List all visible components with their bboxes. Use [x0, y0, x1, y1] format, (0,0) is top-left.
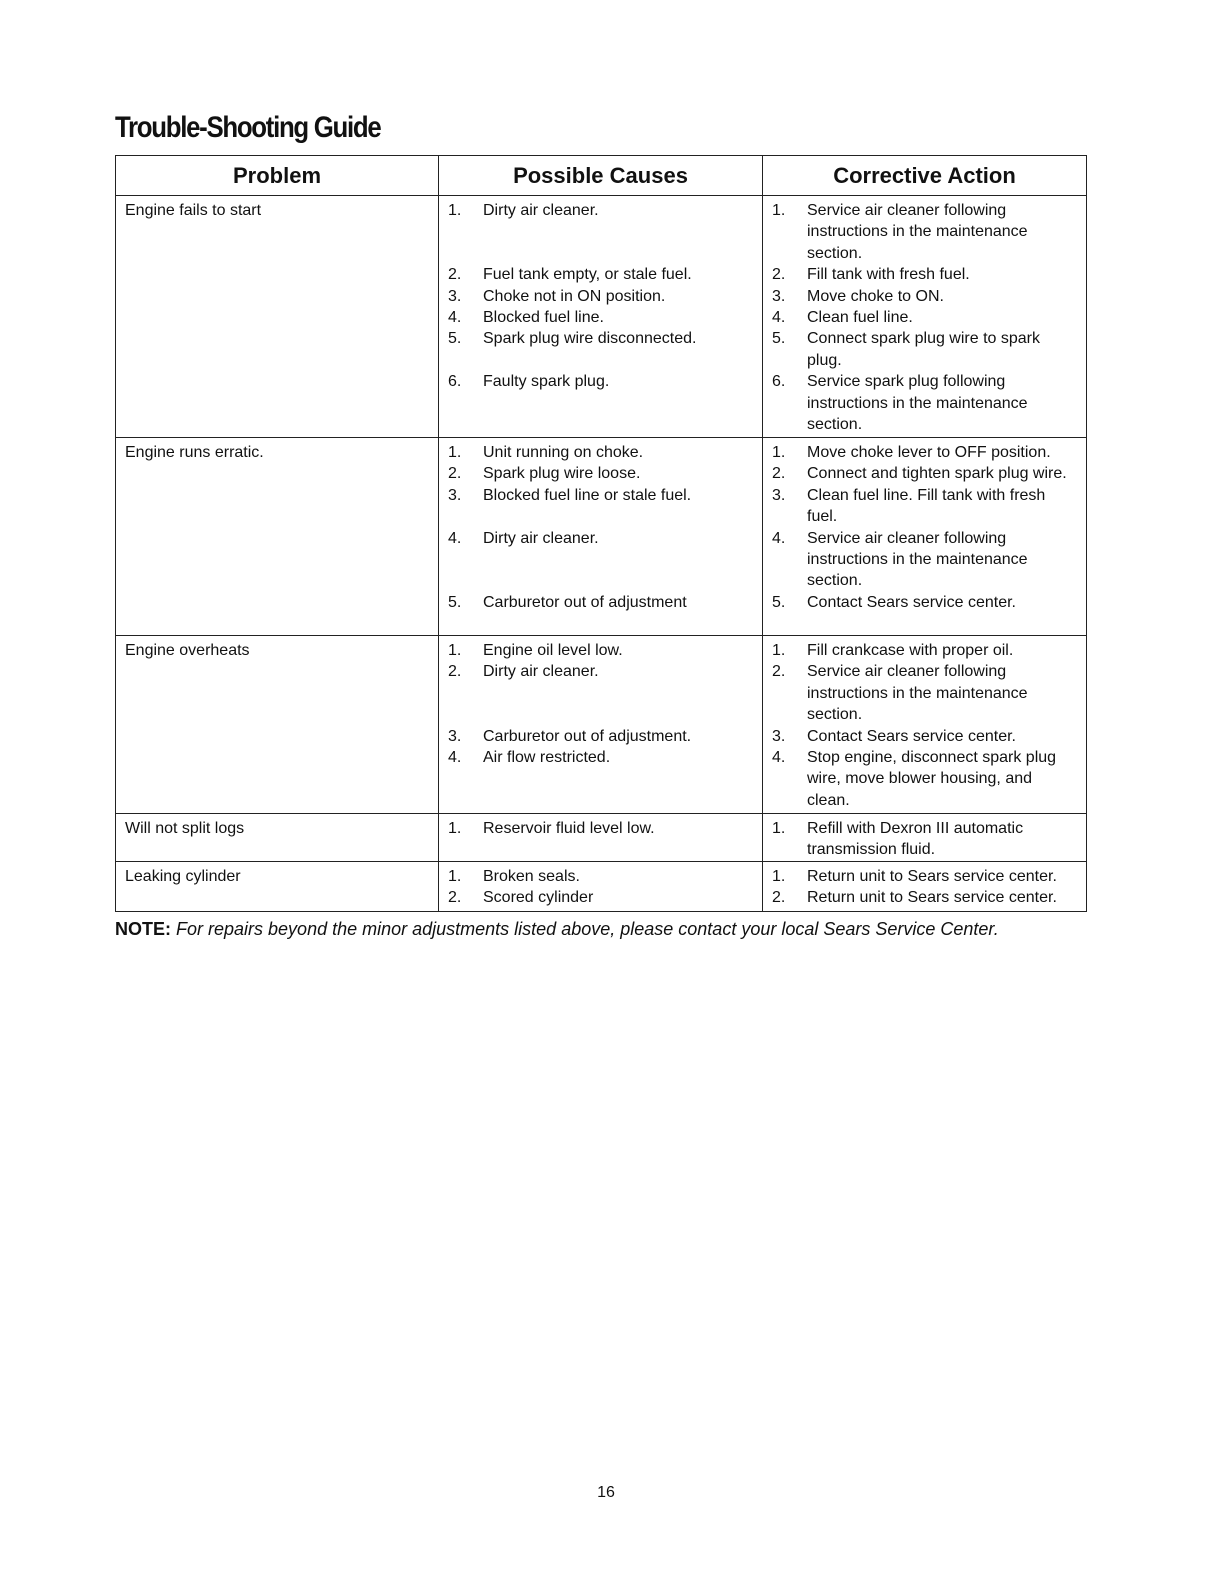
item-number: 3. — [448, 287, 462, 305]
item-text: Broken seals. — [483, 868, 580, 885]
item-number: 4. — [772, 309, 786, 327]
item-number: 1. — [772, 820, 786, 837]
item-text: Blocked fuel line or stale fuel. — [483, 486, 692, 504]
action-item — [772, 485, 1078, 528]
cause-item — [448, 328, 754, 349]
causes-cell — [439, 438, 763, 636]
note-label: NOTE: — [115, 919, 171, 939]
item-text: Carburetor out of adjustment — [483, 593, 687, 611]
item-number: 3. — [448, 486, 462, 504]
action-item — [772, 661, 1078, 725]
action-item — [772, 264, 1078, 285]
item-text: Fill tank with fresh fuel. — [807, 266, 970, 284]
item-number: 3. — [772, 287, 786, 305]
cause-item — [448, 726, 754, 747]
cause-item — [448, 528, 754, 549]
item-number: 2. — [772, 266, 786, 284]
cause-item — [448, 442, 754, 463]
action-item — [772, 286, 1078, 307]
item-text: Connect spark plug wire to spark plug. — [807, 330, 1040, 369]
item-number: 3. — [772, 727, 786, 745]
item-number: 2. — [448, 465, 462, 483]
item-number: 1. — [448, 820, 462, 837]
item-number: 6. — [448, 373, 462, 391]
actions-cell — [763, 814, 1087, 862]
item-text: Carburetor out of adjustment. — [483, 727, 692, 745]
cause-item — [448, 887, 754, 908]
note — [115, 917, 1115, 941]
cause-item — [448, 264, 754, 285]
item-number: 5. — [448, 593, 462, 611]
action-item — [772, 200, 1078, 264]
action-item — [772, 887, 1078, 908]
cause-item — [448, 818, 754, 839]
problem-cell: Will not split logs — [116, 814, 439, 862]
item-text: Fill crankcase with proper oil. — [807, 642, 1014, 659]
item-text: Connect and tighten spark plug wire. — [807, 465, 1067, 483]
problem-cell: Leaking cylinder — [116, 862, 439, 912]
troubleshooting-table — [115, 155, 1087, 912]
item-number: 3. — [448, 727, 462, 745]
item-number: 4. — [772, 749, 786, 767]
cause-item — [448, 463, 754, 484]
table-header-row — [116, 156, 1087, 196]
item-text: Dirty air cleaner. — [483, 202, 599, 219]
table-row — [116, 636, 1087, 814]
cause-item — [448, 200, 754, 221]
action-item — [772, 866, 1078, 887]
item-text: Faulty spark plug. — [483, 373, 610, 391]
item-number: 1. — [772, 202, 786, 219]
item-text: Service air cleaner following instructions in the maintenance section. — [807, 663, 1028, 724]
actions-cell — [763, 438, 1087, 636]
item-number: 4. — [448, 309, 462, 327]
item-number: 2. — [772, 889, 786, 907]
item-text: Refill with Dexron III automatic transmission fluid. — [807, 820, 1024, 859]
item-text: Air flow restricted. — [483, 749, 611, 767]
cause-item — [448, 592, 754, 613]
item-text: Fuel tank empty, or stale fuel. — [483, 266, 692, 284]
item-text: Move choke lever to OFF position. — [807, 444, 1051, 461]
item-text: Contact Sears service center. — [807, 727, 1016, 745]
cause-item — [448, 286, 754, 307]
action-item — [772, 528, 1078, 592]
item-text: Service spark plug following instructions in the maintenance section. — [807, 373, 1028, 434]
action-item — [772, 640, 1078, 661]
page-number: 16 — [597, 1484, 615, 1501]
cause-item — [448, 371, 754, 392]
item-number: 6. — [772, 373, 786, 391]
action-item — [772, 307, 1078, 328]
page-title: Trouble-Shooting Guide — [115, 111, 381, 144]
item-text: Move choke to ON. — [807, 287, 944, 305]
item-number: 4. — [448, 529, 462, 547]
item-text: Spark plug wire loose. — [483, 465, 641, 483]
item-text: Service air cleaner following instructions in the maintenance section. — [807, 529, 1028, 590]
item-number: 1. — [772, 444, 786, 461]
item-number: 2. — [448, 889, 462, 907]
problem-cell: Engine overheats — [116, 636, 439, 814]
item-text: Unit running on choke. — [483, 444, 644, 461]
item-number: 1. — [448, 444, 462, 461]
table-row — [116, 862, 1087, 912]
action-item — [772, 442, 1078, 463]
cause-item — [448, 747, 754, 768]
problem-cell: Engine runs erratic. — [116, 438, 439, 636]
item-text: Engine oil level low. — [483, 642, 623, 659]
item-number: 1. — [772, 868, 786, 885]
item-text: Clean fuel line. Fill tank with fresh fuel. — [807, 486, 1046, 526]
cause-item — [448, 307, 754, 328]
item-text: Dirty air cleaner. — [483, 663, 599, 681]
item-text: Reservoir fluid level low. — [483, 820, 655, 837]
item-text: Stop engine, disconnect spark plug wire, move blower housing, and clean. — [807, 749, 1057, 809]
item-number: 1. — [448, 642, 462, 659]
item-number: 3. — [772, 486, 786, 504]
item-number: 2. — [448, 663, 462, 681]
table-row — [116, 438, 1087, 636]
action-item — [772, 818, 1078, 861]
causes-cell — [439, 814, 763, 862]
action-item — [772, 463, 1078, 484]
item-text: Choke not in ON position. — [483, 287, 666, 305]
item-number: 1. — [448, 202, 462, 219]
item-text: Spark plug wire disconnected. — [483, 330, 697, 348]
item-text: Blocked fuel line. — [483, 309, 604, 327]
cause-item — [448, 640, 754, 661]
header-problem: Problem — [116, 156, 439, 196]
actions-cell — [763, 862, 1087, 912]
item-number: 5. — [772, 330, 786, 348]
causes-cell — [439, 862, 763, 912]
item-number: 2. — [448, 266, 462, 284]
causes-cell — [439, 636, 763, 814]
item-number: 2. — [772, 465, 786, 483]
item-text: Service air cleaner following instructions in the maintenance section. — [807, 202, 1028, 262]
item-number: 5. — [772, 593, 786, 611]
actions-cell — [763, 196, 1087, 438]
actions-cell — [763, 636, 1087, 814]
item-text: Return unit to Sears service center. — [807, 868, 1057, 885]
problem-cell: Engine fails to start — [116, 196, 439, 438]
action-item — [772, 726, 1078, 747]
item-number: 5. — [448, 330, 462, 348]
action-item — [772, 747, 1078, 811]
item-number: 2. — [772, 663, 786, 681]
action-item — [772, 328, 1078, 371]
table-row — [116, 814, 1087, 862]
header-possible-causes: Possible Causes — [439, 156, 763, 196]
item-text: Dirty air cleaner. — [483, 529, 599, 547]
note-text: For repairs beyond the minor adjustments listed above, please contact your local Sears Service Center. — [176, 919, 999, 939]
cause-item — [448, 661, 754, 682]
item-text: Return unit to Sears service center. — [807, 889, 1057, 907]
table-row — [116, 196, 1087, 438]
action-item — [772, 592, 1078, 613]
header-corrective-action: Corrective Action — [763, 156, 1087, 196]
table-body — [116, 196, 1087, 912]
item-number: 4. — [772, 529, 786, 547]
action-item — [772, 371, 1078, 435]
item-text: Clean fuel line. — [807, 309, 913, 327]
item-number: 4. — [448, 749, 462, 767]
cause-item — [448, 866, 754, 887]
item-text: Scored cylinder — [483, 889, 594, 907]
item-text: Contact Sears service center. — [807, 593, 1016, 611]
cause-item — [448, 485, 754, 506]
causes-cell — [439, 196, 763, 438]
item-number: 1. — [448, 868, 462, 885]
item-number: 1. — [772, 642, 786, 659]
